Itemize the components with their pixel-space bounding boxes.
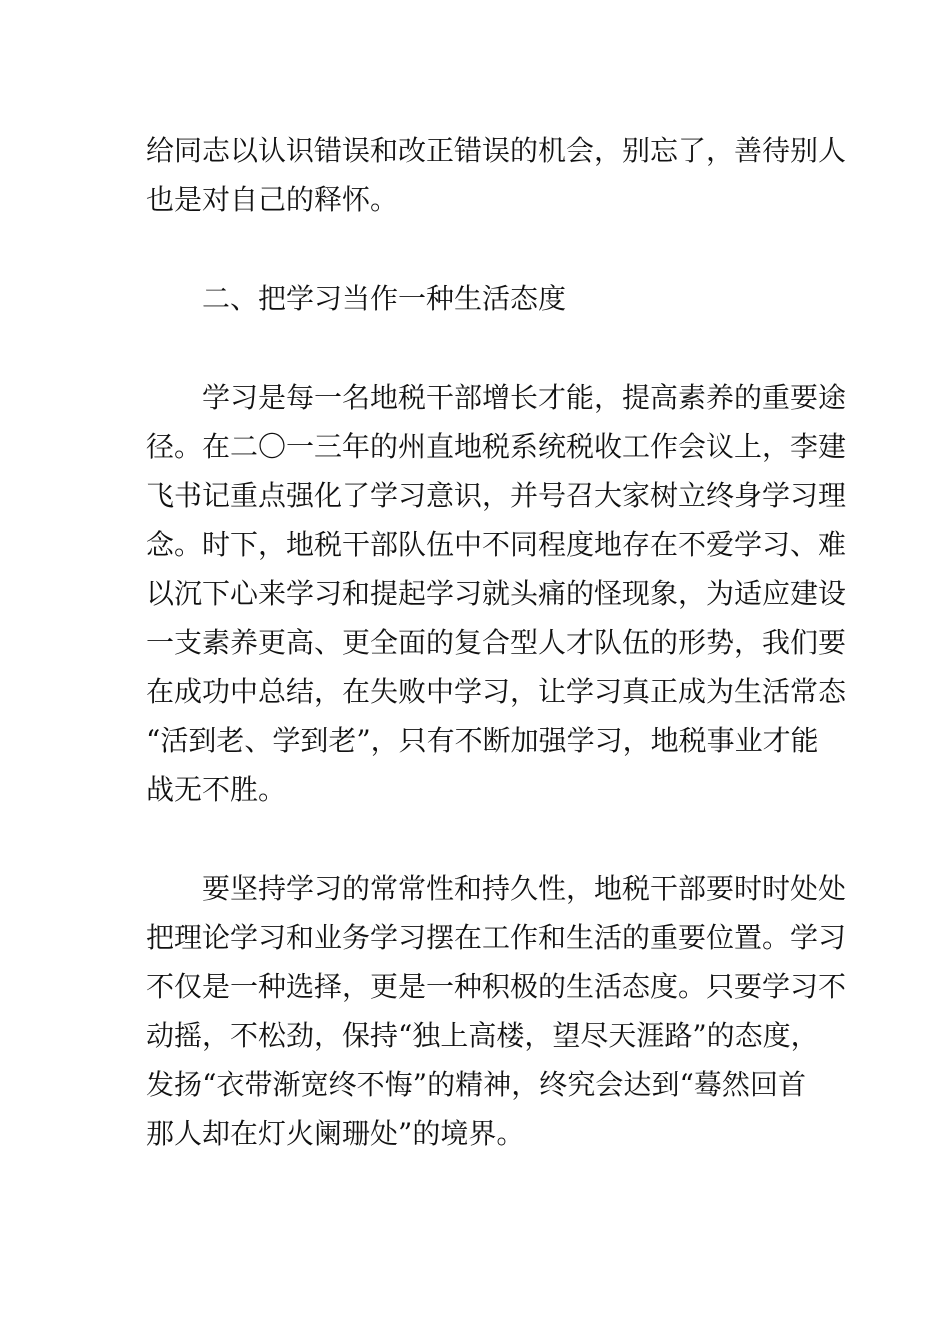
paragraph-1-line-3: 飞书记重点强化了学习意识，并号召大家树立终身学习理: [146, 479, 847, 512]
paragraph-2-line-6: 那人却在灯火阑珊处”的境界。: [146, 1117, 525, 1150]
paragraph-1-line-8: “活到老、学到老”，只有不断加强学习，地税事业才能: [146, 724, 819, 757]
section-heading: 二、把学习当作一种生活态度: [202, 282, 567, 315]
paragraph-continued-line-2: 也是对自己的释怀。: [146, 183, 399, 216]
paragraph-1-line-4: 念。时下，地税干部队伍中不同程度地存在不爱学习、难: [146, 528, 847, 561]
paragraph-2-line-1: 要坚持学习的常常性和持久性，地税干部要时时处处: [202, 872, 847, 905]
paragraph-2-line-2: 把理论学习和业务学习摆在工作和生活的重要位置。学习: [146, 921, 847, 954]
paragraph-1-line-5: 以沉下心来学习和提起学习就头痛的怪现象，为适应建设: [146, 577, 847, 610]
paragraph-1-line-2: 径。在二〇一三年的州直地税系统税收工作会议上，李建: [146, 430, 847, 463]
paragraph-2-line-4: 动摇，不松劲，保持“独上高楼，望尽天涯路”的态度，: [146, 1019, 819, 1052]
paragraph-1-line-6: 一支素养更高、更全面的复合型人才队伍的形势，我们要: [146, 626, 847, 659]
paragraph-2-line-3: 不仅是一种选择，更是一种积极的生活态度。只要学习不: [146, 970, 847, 1003]
paragraph-1-line-1: 学习是每一名地税干部增长才能，提高素养的重要途: [202, 381, 847, 414]
paragraph-continued-line-1: 给同志以认识错误和改正错误的机会，别忘了，善待别人: [146, 134, 847, 167]
paragraph-2-line-5: 发扬“衣带渐宽终不悔”的精神，终究会达到“蓦然回首: [146, 1068, 806, 1101]
paragraph-1-line-7: 在成功中总结，在失败中学习，让学习真正成为生活常态: [146, 675, 847, 708]
paragraph-1-line-9: 战无不胜。: [146, 773, 287, 806]
